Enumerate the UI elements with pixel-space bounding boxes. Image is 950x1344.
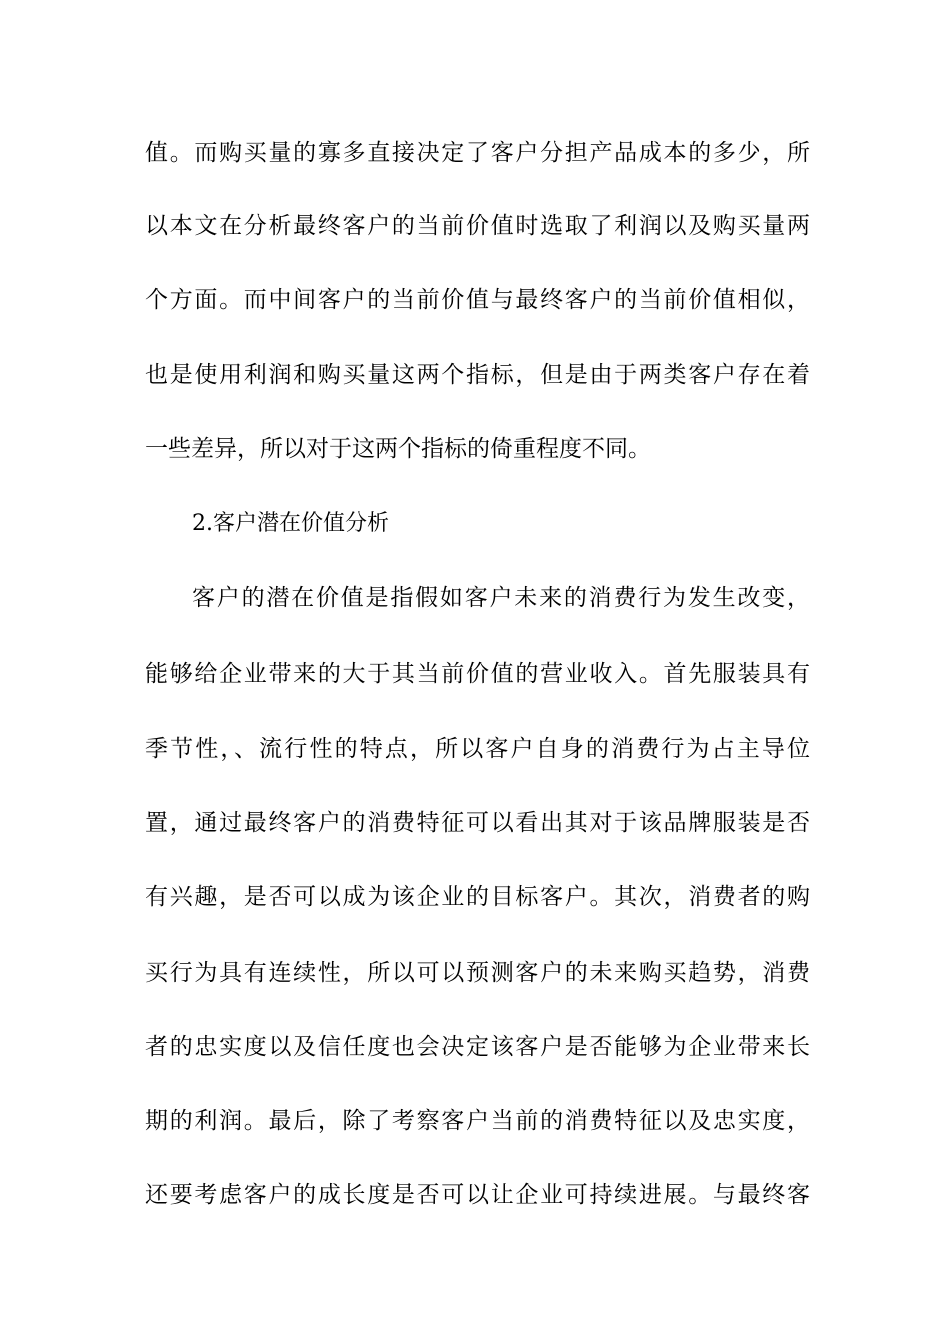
paragraph-2-line-5: 有兴趣，是否可以成为该企业的目标客户。其次，消费者的购	[145, 884, 810, 910]
paragraph-1-line-5: 一些差异，所以对于这两个指标的倚重程度不同。	[145, 436, 651, 462]
paragraph-2-line-1: 客户的潜在价值是指假如客户未来的消费行为发生改变，	[192, 585, 810, 611]
paragraph-2-line-8: 期的利润。最后，除了考察客户当前的消费特征以及忠实度，	[145, 1108, 810, 1134]
paragraph-1-line-3: 个方面。而中间客户的当前价值与最终客户的当前价值相似，	[145, 287, 810, 313]
paragraph-1-line-4: 也是使用利润和购买量这两个指标，但是由于两类客户存在着	[145, 362, 810, 388]
paragraph-2-line-3: 季节性，、流行性的特点，所以客户自身的消费行为占主导位	[145, 736, 810, 762]
paragraph-2-line-9: 还要考虑客户的成长度是否可以让企业可持续进展。与最终客	[145, 1182, 810, 1208]
paragraph-1-line-2: 以本文在分析最终客户的当前价值时选取了利润以及购买量两	[145, 213, 810, 239]
section-heading: 2.客户潜在价值分析	[192, 511, 389, 536]
paragraph-2-line-6: 买行为具有连续性，所以可以预测客户的未来购买趋势，消费	[145, 960, 810, 986]
paragraph-1-line-1: 值。而购买量的寡多直接决定了客户分担产品成本的多少，所	[145, 140, 810, 166]
paragraph-2-line-2: 能够给企业带来的大于其当前价值的营业收入。首先服装具有	[145, 661, 810, 687]
paragraph-2-line-7: 者的忠实度以及信任度也会决定该客户是否能够为企业带来长	[145, 1034, 810, 1060]
paragraph-2-line-4: 置，通过最终客户的消费特征可以看出其对于该品牌服装是否	[145, 810, 810, 836]
